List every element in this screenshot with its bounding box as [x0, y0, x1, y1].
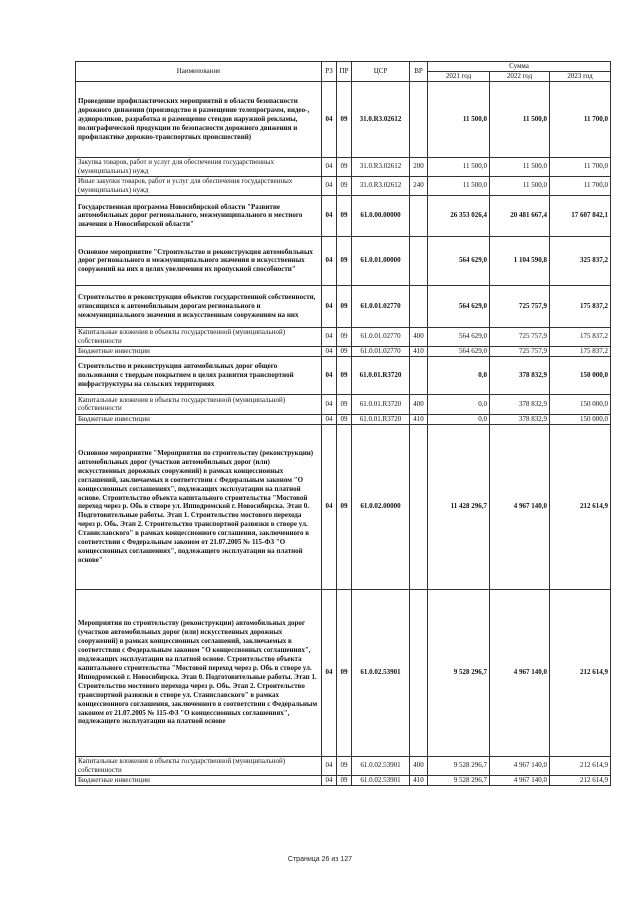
cell-rz: 04 [322, 327, 337, 346]
cell-name: Государственная программа Новосибирской области "Развитие автомобильных дорог регионального, межмуниципального и местного значения в Новосибирской области" [76, 195, 322, 236]
page-number: Страница 26 из 127 [287, 856, 353, 863]
cell-csr: 61.0.01.00000 [352, 236, 410, 285]
table-row [76, 157, 611, 176]
cell-name: Капитальные вложения в объекты государственной (муниципальной) собственности [76, 327, 322, 346]
cell-2023: 11 700,0 [550, 157, 611, 176]
cell-2023: 11 700,0 [550, 81, 611, 157]
cell-csr: 31.0.R3.02612 [352, 176, 410, 195]
cell-2022: 11 500,0 [490, 157, 550, 176]
header-2023: 2023 год [550, 72, 611, 82]
table-row [76, 756, 611, 775]
table-row [76, 589, 611, 756]
cell-csr: 61.0.01.R3720 [352, 394, 410, 414]
cell-vr [410, 356, 428, 394]
cell-2021: 11 500,0 [428, 81, 490, 157]
cell-2023: 150 000,0 [550, 414, 611, 424]
cell-2021: 0,0 [428, 356, 490, 394]
table-row [76, 775, 611, 785]
header-vr: ВР [410, 62, 428, 82]
cell-name: Строительство и реконструкция автомобильных дорог общего пользования с твердым покрытием в целях развития транспортной инфраструктуры на сельских территориях [76, 356, 322, 394]
cell-2023: 212 614,9 [550, 424, 611, 589]
cell-csr: 61.0.02.53901 [352, 775, 410, 785]
cell-pr: 09 [337, 356, 352, 394]
cell-rz: 04 [322, 81, 337, 157]
cell-2022: 20 481 667,4 [490, 195, 550, 236]
cell-2021: 564 629,0 [428, 236, 490, 285]
table-row [76, 346, 611, 356]
cell-csr: 61.0.01.02770 [352, 327, 410, 346]
cell-2021: 9 528 296,7 [428, 756, 490, 775]
cell-pr: 09 [337, 81, 352, 157]
cell-rz: 04 [322, 195, 337, 236]
cell-rz: 04 [322, 756, 337, 775]
header-2022: 2022 год [490, 72, 550, 82]
table-body [76, 81, 611, 785]
cell-pr: 09 [337, 756, 352, 775]
cell-2023: 325 837,2 [550, 236, 611, 285]
cell-2022: 4 967 140,0 [490, 775, 550, 785]
cell-2023: 11 700,0 [550, 176, 611, 195]
table-row [76, 81, 611, 157]
cell-pr: 09 [337, 775, 352, 785]
cell-pr: 09 [337, 589, 352, 756]
cell-2021: 564 629,0 [428, 346, 490, 356]
cell-csr: 31.0.R3.02612 [352, 81, 410, 157]
table-row [76, 327, 611, 346]
cell-vr [410, 195, 428, 236]
cell-2023: 17 607 842,1 [550, 195, 611, 236]
cell-rz: 04 [322, 394, 337, 414]
header-csr: ЦСР [352, 62, 410, 82]
cell-vr: 410 [410, 414, 428, 424]
cell-2022: 4 967 140,0 [490, 589, 550, 756]
cell-csr: 61.0.00.00000 [352, 195, 410, 236]
cell-2022: 11 500,0 [490, 81, 550, 157]
cell-vr [410, 424, 428, 589]
cell-2022: 378 832,9 [490, 394, 550, 414]
cell-vr [410, 236, 428, 285]
cell-2023: 150 000,0 [550, 394, 611, 414]
cell-pr: 09 [337, 346, 352, 356]
cell-pr: 09 [337, 176, 352, 195]
cell-name: Мероприятия по строительству (реконструкции) автомобильных дорог (участков автомобильных дорог (или) искусственных дорожных сооружений) в рамках концессионных соглашений, заключаемых в соответствии с Федеральным законом "О концессионных соглашениях", подлежащих эксплуатации на платной основе. Строительство объекта капитального строительства "Мостовой переход через р. Обь в створе ул. Ипподромской г. Новосибирска. Этап 0. Подготовительные работы. Этап 1. Строительство мостового перехода через р. Обь. Этап 2. Строительство транспортной развязки в створе ул. Станиславского" в рамках концессионного соглашения, заключенного в соответствии с Федеральным законом от 21.07.2005 № 115-ФЗ "О концессионных соглашениях", подлежащего эксплуатации на платной основе [76, 589, 322, 756]
table-row [76, 195, 611, 236]
cell-name: Основное мероприятие "Мероприятия по строительству (реконструкции) автомобильных дорог (участков автомобильных дорог (или) искусственных дорожных сооружений) в рамках концессионных соглашений, заключаемых в соответствии с Федеральным законом "О концессионных соглашениях", подлежащих эксплуатации на платной основе. Строительство объекта капитального строительства "Мостовой переход через р. Обь в створе ул. Ипподромской г. Новосибирска. Этап 0. Подготовительные работы. Этап 1. Строительство мостового перехода через р. Обь. Этап 2. Строительство транспортной развязки в створе ул. Станиславского" в рамках концессионного соглашения, заключенного в соответствии с Федеральным законом от 21.07.2005 № 115-ФЗ "О концессионных соглашениях", подлежащего эксплуатации на платной основе" [76, 424, 322, 589]
cell-2022: 725 757,9 [490, 346, 550, 356]
table-row [76, 176, 611, 195]
cell-2023: 212 614,9 [550, 756, 611, 775]
cell-name: Бюджетные инвестиции [76, 414, 322, 424]
cell-rz: 04 [322, 236, 337, 285]
cell-2022: 378 832,9 [490, 356, 550, 394]
cell-csr: 61.0.01.02770 [352, 285, 410, 327]
cell-pr: 09 [337, 236, 352, 285]
cell-2021: 564 629,0 [428, 327, 490, 346]
cell-2021: 564 629,0 [428, 285, 490, 327]
cell-vr: 410 [410, 775, 428, 785]
cell-2022: 4 967 140,0 [490, 756, 550, 775]
cell-vr: 240 [410, 176, 428, 195]
cell-vr [410, 285, 428, 327]
cell-2021: 11 500,0 [428, 176, 490, 195]
cell-vr [410, 81, 428, 157]
header-name: Наименование [76, 62, 322, 82]
cell-csr: 61.0.01.R3720 [352, 414, 410, 424]
cell-csr: 61.0.02.00000 [352, 424, 410, 589]
cell-rz: 04 [322, 176, 337, 195]
cell-2023: 175 837,2 [550, 285, 611, 327]
cell-2023: 175 837,2 [550, 327, 611, 346]
table-row [76, 285, 611, 327]
cell-rz: 04 [322, 414, 337, 424]
cell-csr: 61.0.02.53901 [352, 756, 410, 775]
cell-name: Основное мероприятие "Строительство и реконструкция автомобильных дорог регионального и межмуниципального значения и искусственных сооружений на них в целях увеличения их пропускной способности" [76, 236, 322, 285]
cell-2022: 725 757,9 [490, 327, 550, 346]
cell-vr: 410 [410, 346, 428, 356]
cell-vr: 200 [410, 157, 428, 176]
budget-table [75, 61, 611, 786]
cell-pr: 09 [337, 327, 352, 346]
cell-2022: 11 500,0 [490, 176, 550, 195]
table-row [76, 236, 611, 285]
table-header [76, 62, 611, 82]
cell-rz: 04 [322, 285, 337, 327]
header-2021: 2021 год [428, 72, 490, 82]
cell-pr: 09 [337, 394, 352, 414]
header-rz: РЗ [322, 62, 337, 82]
cell-name: Бюджетные инвестиции [76, 775, 322, 785]
cell-vr [410, 589, 428, 756]
cell-vr: 400 [410, 327, 428, 346]
cell-2021: 11 500,0 [428, 157, 490, 176]
table-row [76, 356, 611, 394]
cell-rz: 04 [322, 775, 337, 785]
cell-2021: 9 528 296,7 [428, 775, 490, 785]
cell-csr: 61.0.01.02770 [352, 346, 410, 356]
cell-2021: 0,0 [428, 414, 490, 424]
cell-pr: 09 [337, 414, 352, 424]
cell-pr: 09 [337, 424, 352, 589]
cell-vr: 400 [410, 394, 428, 414]
cell-name: Иные закупки товаров, работ и услуг для обеспечения государственных (муниципальных) нужд [76, 176, 322, 195]
cell-name: Строительство и реконструкция объектов государственной собственности, относящихся к автомобильным дорогам регионального и межмуниципального значения и искусственным сооружениям на них [76, 285, 322, 327]
cell-2023: 175 837,2 [550, 346, 611, 356]
cell-2021: 11 428 296,7 [428, 424, 490, 589]
cell-2021: 0,0 [428, 394, 490, 414]
cell-2023: 150 000,0 [550, 356, 611, 394]
cell-name: Капитальные вложения в объекты государственной (муниципальной) собственности [76, 394, 322, 414]
cell-vr: 400 [410, 756, 428, 775]
cell-csr: 61.0.02.53901 [352, 589, 410, 756]
cell-csr: 31.0.R3.02612 [352, 157, 410, 176]
table-row [76, 414, 611, 424]
table-row [76, 424, 611, 589]
header-pr: ПР [337, 62, 352, 82]
cell-pr: 09 [337, 157, 352, 176]
cell-2023: 212 614,9 [550, 775, 611, 785]
cell-name: Проведение профилактических мероприятий в области безопасности дорожного движения (производство и размещение телепрограмм, видео-, аудиороликов, разработка и размещение стендов наружной рекламы, полиграфической продукции по безопасности дорожного движения и профилактике дорожно-транспортных происшествий) [76, 81, 322, 157]
cell-pr: 09 [337, 285, 352, 327]
cell-2023: 212 614,9 [550, 589, 611, 756]
cell-2021: 26 353 026,4 [428, 195, 490, 236]
table-row [76, 394, 611, 414]
cell-rz: 04 [322, 356, 337, 394]
cell-rz: 04 [322, 346, 337, 356]
cell-2022: 725 757,9 [490, 285, 550, 327]
cell-name: Капитальные вложения в объекты государственной (муниципальной) собственности [76, 756, 322, 775]
cell-pr: 09 [337, 195, 352, 236]
cell-2021: 9 528 296,7 [428, 589, 490, 756]
cell-rz: 04 [322, 424, 337, 589]
cell-name: Бюджетные инвестиции [76, 346, 322, 356]
cell-name: Закупка товаров, работ и услуг для обеспечения государственных (муниципальных) нужд [76, 157, 322, 176]
cell-csr: 61.0.01.R3720 [352, 356, 410, 394]
cell-rz: 04 [322, 157, 337, 176]
cell-2022: 378 832,9 [490, 414, 550, 424]
cell-2022: 1 104 590,8 [490, 236, 550, 285]
cell-2022: 4 967 140,0 [490, 424, 550, 589]
header-sum: Сумма [428, 62, 611, 72]
cell-rz: 04 [322, 589, 337, 756]
